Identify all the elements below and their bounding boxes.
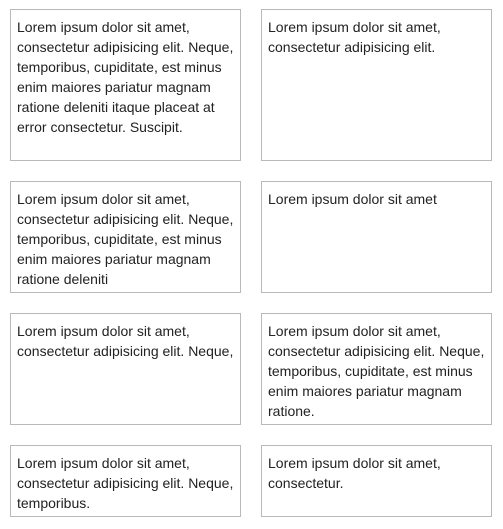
text-card-1: Lorem ipsum dolor sit amet, consectetur adipisicing elit. Neque, temporibus, cupiditate, est minus enim maiores pariatur magnam ratione deleniti itaque placeat at error consectetur. Suscipit. — [10, 9, 241, 161]
text-card-6: Lorem ipsum dolor sit amet, consectetur adipisicing elit. Neque, temporibus, cupiditate, est minus enim maiores pariatur magnam ratione. — [261, 313, 492, 425]
text-card-7: Lorem ipsum dolor sit amet, consectetur adipisicing elit. Neque, temporibus. — [10, 445, 241, 517]
card-grid — [10, 9, 492, 517]
text-card-4: Lorem ipsum dolor sit amet — [261, 181, 492, 293]
text-card-2: Lorem ipsum dolor sit amet, consectetur adipisicing elit. — [261, 9, 492, 161]
text-card-3: Lorem ipsum dolor sit amet, consectetur adipisicing elit. Neque, temporibus, cupiditate, est minus enim maiores pariatur magnam ratione deleniti — [10, 181, 241, 293]
text-card-8: Lorem ipsum dolor sit amet, consectetur. — [261, 445, 492, 517]
text-card-5: Lorem ipsum dolor sit amet, consectetur adipisicing elit. Neque, — [10, 313, 241, 425]
